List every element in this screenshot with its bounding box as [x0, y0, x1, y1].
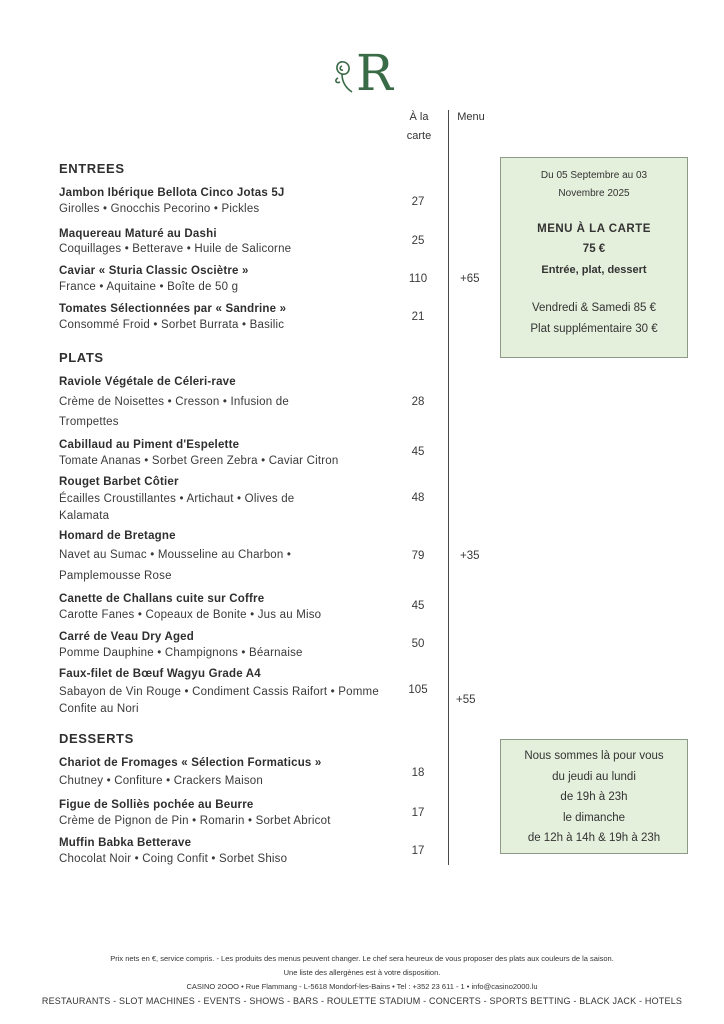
footer-contact: CASINO 2OOO • Rue Flammang - L-5618 Mondorf-les-Bains • Tel : +352 23 611 - 1 • info@casino2000.lu — [186, 982, 538, 991]
menu-supplement: +55 — [456, 694, 476, 706]
dish-description: Chutney • Confiture • Crackers Maison — [59, 775, 264, 787]
menu-supplement: +35 — [460, 550, 480, 562]
hours-line2: du jeudi au lundi — [552, 770, 636, 783]
hours-line3: de 19h à 23h — [560, 791, 628, 803]
rose-icon — [337, 62, 349, 74]
dish-price: 25 — [411, 235, 425, 247]
menu-dates-line2: Novembre 2025 — [558, 188, 630, 199]
dish-description: Pomme Dauphine • Champignons • Béarnaise — [59, 647, 303, 659]
dish-name: Jambon Ibérique Bellota Cinco Jotas 5J — [59, 187, 285, 199]
dish-price: 27 — [411, 196, 425, 208]
dish-price: 21 — [411, 311, 425, 323]
dish-price: 17 — [411, 807, 425, 819]
dish-description: Consommé Froid • Sorbet Burrata • Basilic — [59, 319, 285, 331]
menu-extra-dish-price: Plat supplémentaire 30 € — [530, 323, 658, 335]
dish-description: Girolles • Gnocchis Pecorino • Pickles — [59, 203, 260, 215]
col-header-carte-line1: À la — [409, 111, 429, 123]
col-header-menu: Menu — [457, 111, 485, 123]
section-title-desserts: DESSERTS — [59, 731, 134, 746]
dish-description: Crème de Noisettes • Cresson • Infusion de Trompettes — [59, 396, 289, 428]
opening-hours-box — [500, 739, 688, 854]
dish-name: Raviole Végétale de Céleri-rave — [59, 376, 236, 388]
dish-name: Cabillaud au Piment d'Espelette — [59, 439, 240, 451]
col-header-carte — [400, 108, 438, 146]
dish-name: Canette de Challans cuite sur Coffre — [59, 593, 265, 605]
col-header-carte-line2: carte — [406, 130, 432, 142]
menu-supplement: +65 — [460, 273, 480, 285]
hours-line5: de 12h à 14h & 19h à 23h — [527, 832, 661, 844]
dish-name: Faux-filet de Bœuf Wagyu Grade A4 — [59, 668, 261, 680]
footer-legal-note: Prix nets en €, service compris. - Les produits des menus peuvent changer. Le chef sera heureux de vous proposer des plats aux couleurs de la saison. — [110, 954, 614, 963]
menu-price: 75 € — [582, 243, 606, 255]
dish-name: Homard de Bretagne — [59, 530, 176, 542]
dish-name: Chariot de Fromages « Sélection Formaticus » — [59, 757, 322, 769]
footer-allergen-note: Une liste des allergènes est à votre disposition. — [283, 968, 441, 977]
dish-description: Chocolat Noir • Coing Confit • Sorbet Shiso — [59, 853, 288, 865]
dish-name: Carré de Veau Dry Aged — [59, 631, 194, 643]
dish-description: Carotte Fanes • Copeaux de Bonite • Jus au Miso — [59, 609, 322, 621]
logo-letter: R — [356, 44, 394, 102]
dish-price: 48 — [411, 492, 425, 504]
dish-description: Tomate Ananas • Sorbet Green Zebra • Caviar Citron — [59, 455, 339, 467]
dish-description: Navet au Sumac • Mousseline au Charbon • Pamplemousse Rose — [59, 549, 292, 582]
dish-name: Muffin Babka Betterave — [59, 837, 192, 849]
dish-price: 45 — [411, 600, 425, 612]
dish-price: 110 — [408, 273, 428, 285]
section-title-plats: PLATS — [59, 350, 104, 365]
dish-description: France • Aquitaine • Boîte de 50 g — [59, 281, 239, 293]
menu-weekend-price: Vendredi & Samedi 85 € — [531, 302, 657, 314]
dish-description: Écailles Croustillantes • Artichaut • Olives de Kalamata — [59, 493, 295, 522]
dish-price: 50 — [411, 638, 425, 650]
dish-name: Caviar « Sturia Classic Osciètre » — [59, 265, 249, 277]
footer-services: RESTAURANTS - SLOT MACHINES - EVENTS - SHOWS - BARS - ROULETTE STADIUM - CONCERTS - SPORTS BETTING - BLACK JACK - HOTELS — [41, 996, 683, 1006]
column-divider — [448, 110, 449, 865]
dish-price: 17 — [411, 845, 425, 857]
menu-dates-line1: Du 05 Septembre au 03 — [540, 170, 648, 181]
dish-name: Tomates Sélectionnées par « Sandrine » — [59, 303, 287, 315]
restaurant-logo — [332, 42, 394, 102]
dish-price: 18 — [411, 767, 425, 779]
dish-price: 45 — [411, 446, 425, 458]
dish-price: 105 — [408, 684, 428, 696]
dish-description: Crème de Pignon de Pin • Romarin • Sorbet Abricot — [59, 815, 331, 827]
dish-description: Sabayon de Vin Rouge • Condiment Cassis Raifort • Pomme Confite au Nori — [59, 686, 379, 715]
dish-name: Maquereau Maturé au Dashi — [59, 228, 217, 240]
menu-courses: Entrée, plat, dessert — [541, 264, 647, 276]
dish-name: Figue de Solliès pochée au Beurre — [59, 799, 254, 811]
hours-line4: le dimanche — [562, 811, 625, 824]
menu-title: MENU À LA CARTE — [537, 223, 651, 235]
hours-line1: Nous sommes là pour vous — [524, 750, 664, 762]
dish-description: Coquillages • Betterave • Huile de Salicorne — [59, 243, 292, 255]
dish-price: 79 — [411, 550, 425, 562]
section-title-entrees: ENTREES — [59, 161, 125, 176]
menu-offer-box — [500, 157, 688, 358]
dish-price: 28 — [411, 396, 425, 408]
dish-name: Rouget Barbet Côtier — [59, 476, 179, 488]
